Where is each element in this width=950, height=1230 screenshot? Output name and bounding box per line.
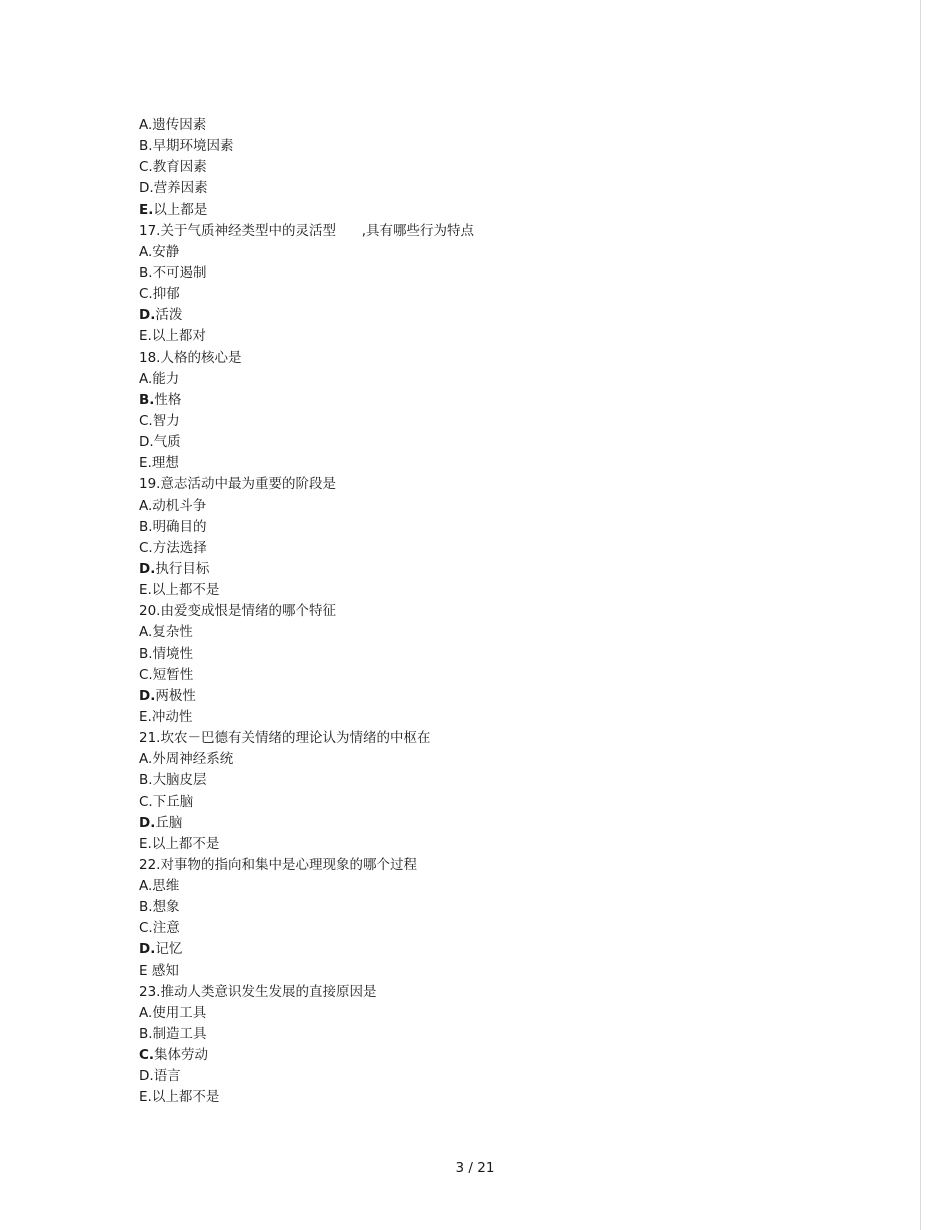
option-line [139,115,839,136]
option-label: A. [139,751,153,768]
question-number: 23. [139,983,161,1000]
option-label: C. [139,666,153,683]
option-line [139,939,839,960]
option-line [139,517,839,538]
option-line [139,622,839,643]
option-text: 丘脑 [155,814,183,831]
option-line [139,580,839,601]
option-text: 性格 [154,391,182,408]
option-line [139,538,839,559]
option-label: E. [139,1089,152,1106]
option-line [139,707,839,728]
option-label: D. [139,1068,154,1085]
option-text: 智力 [152,412,180,429]
question-text: 坎农－巴德有关情绪的理论认为情绪的中枢在 [160,730,431,747]
option-label: C. [139,539,153,556]
option-label: C. [139,412,153,429]
option-label: B. [139,1026,153,1043]
option-line [139,897,839,918]
option-line [139,1087,839,1108]
option-line [139,432,839,453]
option-text: 外周神经系统 [152,751,234,768]
option-line [139,1045,839,1066]
option-label: D. [139,687,156,704]
option-text: 执行目标 [155,560,210,577]
question-line [139,474,839,495]
option-label: E. [139,455,152,472]
page-edge-divider [920,0,921,1230]
option-line [139,1003,839,1024]
option-label: B. [139,899,153,916]
option-text: 以上都对 [151,328,206,345]
option-label: B. [139,645,153,662]
question-line [139,728,839,749]
option-text: 注意 [152,920,180,937]
option-text: 抑郁 [152,286,180,303]
option-line [139,284,839,305]
question-line [139,855,839,876]
option-label: E [139,962,152,979]
question-line [139,221,839,242]
option-line [139,1024,839,1045]
option-label: D. [139,307,156,324]
option-line [139,961,839,982]
option-text: 动机斗争 [152,497,207,514]
page-number: 3 / 21 [455,1160,495,1176]
question-line [139,982,839,1003]
option-text: 情境性 [152,645,194,662]
option-label: A. [139,243,153,260]
option-label: A. [139,878,153,895]
option-line [139,644,839,665]
question-number: 18. [139,349,161,366]
option-label: E. [139,708,152,725]
option-line [139,136,839,157]
option-label: D. [139,814,156,831]
option-label: E. [139,201,154,218]
option-text: 想象 [152,899,180,916]
option-line [139,1066,839,1087]
option-line [139,496,839,517]
option-label: D. [139,180,154,197]
document-body [139,115,839,1109]
option-line [139,305,839,326]
option-text: 两极性 [155,687,196,704]
option-line [139,178,839,199]
question-number: 17. [139,222,161,239]
option-text: 制造工具 [152,1026,207,1043]
option-text: 安静 [152,243,180,260]
question-text: 对事物的指向和集中是心理现象的哪个过程 [160,856,417,873]
option-text: 遗传因素 [152,117,207,133]
option-text: 集体劳动 [154,1047,209,1064]
option-label: B. [139,138,153,155]
option-line [139,157,839,178]
option-text: 早期环境因素 [152,138,234,155]
option-line [139,390,839,411]
question-text: 意志活动中最为重要的阶段是 [160,476,336,493]
option-line [139,770,839,791]
option-text: 气质 [153,434,181,451]
option-line [139,792,839,813]
option-text: 理想 [151,455,179,472]
question-number: 20. [139,603,161,620]
option-label: A. [139,117,153,133]
option-label: D. [139,941,156,958]
question-text: 关于气质神经类型中的灵活型 ,具有哪些行为特点 [160,222,475,239]
option-label: E. [139,328,152,345]
option-label: A. [139,1004,153,1021]
option-text: 以上都是 [153,201,208,218]
option-label: D. [139,434,154,451]
option-label: A. [139,497,153,514]
option-label: C. [139,920,153,937]
question-number: 19. [139,476,161,493]
option-line [139,876,839,897]
option-text: 感知 [151,962,179,979]
option-text: 方法选择 [152,539,207,556]
option-text: 以上都不是 [151,582,220,599]
option-text: 下丘脑 [152,793,194,810]
option-line [139,813,839,834]
option-text: 以上都不是 [151,1089,220,1106]
option-text: 冲动性 [151,708,193,725]
option-line [139,918,839,939]
option-text: 能力 [152,370,180,387]
option-text: 大脑皮层 [152,772,207,789]
option-label: D. [139,560,156,577]
question-text: 由爱变成恨是情绪的哪个特征 [160,603,336,620]
option-text: 思维 [152,878,180,895]
option-line [139,665,839,686]
option-text: 使用工具 [152,1004,207,1021]
option-label: B. [139,518,153,535]
option-line [139,369,839,390]
option-label: C. [139,1047,155,1064]
question-text: 推动人类意识发生发展的直接原因是 [160,983,377,1000]
option-label: C. [139,159,153,176]
option-label: B. [139,391,155,408]
option-label: C. [139,793,153,810]
option-label: E. [139,835,152,852]
option-line [139,453,839,474]
option-text: 以上都不是 [151,835,220,852]
question-line [139,348,839,369]
option-text: 明确目的 [152,518,207,535]
option-line [139,200,839,221]
option-text: 活泼 [155,307,183,324]
option-label: B. [139,772,153,789]
option-label: E. [139,582,152,599]
option-text: 语言 [153,1068,181,1085]
option-label: A. [139,624,153,641]
option-line [139,411,839,432]
option-text: 教育因素 [152,159,207,176]
option-line [139,749,839,770]
option-line [139,686,839,707]
option-line [139,242,839,263]
question-text: 人格的核心是 [160,349,242,366]
question-number: 22. [139,856,161,873]
option-label: A. [139,370,153,387]
option-line [139,263,839,284]
option-text: 复杂性 [152,624,193,641]
question-number: 21. [139,730,161,747]
option-text: 短暂性 [152,666,194,683]
option-label: B. [139,264,153,281]
option-line [139,834,839,855]
option-line [139,326,839,347]
option-text: 记忆 [155,941,183,958]
option-line [139,559,839,580]
question-line [139,601,839,622]
option-text: 不可遏制 [152,264,207,281]
option-label: C. [139,286,153,303]
option-text: 营养因素 [153,180,208,197]
